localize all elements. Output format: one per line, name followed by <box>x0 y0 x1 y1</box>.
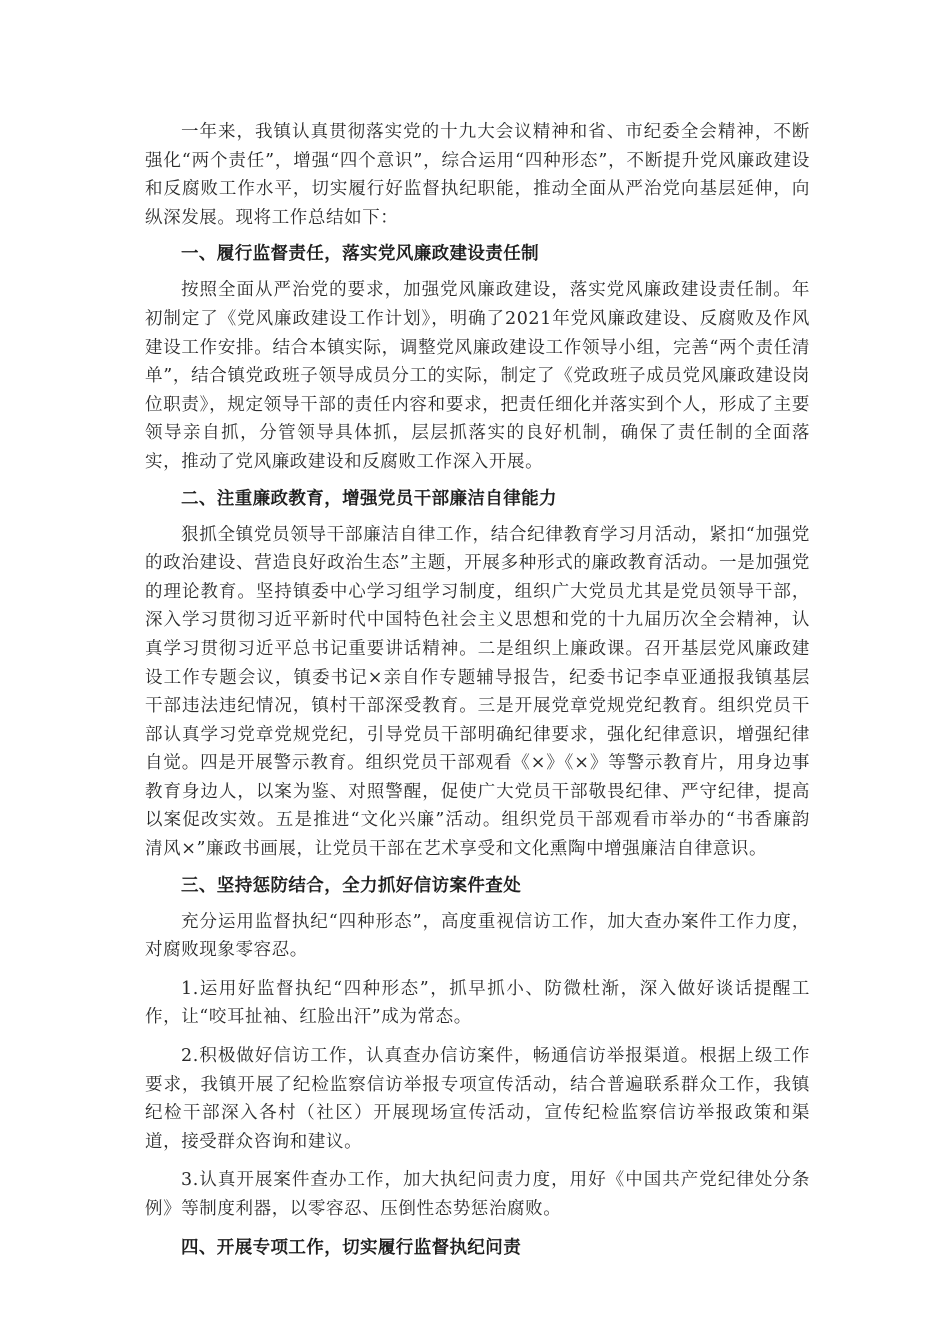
section-3-paragraph: 充分运用监督执纪“四种形态”，高度重视信访工作，加大查办案件工作力度，对腐败现象零容忍。 <box>145 911 810 961</box>
section-1-paragraph: 按照全面从严治党的要求，加强党风廉政建设，落实党风廉政建设责任制。年初制定了《党风廉政建设工作计划》，明确了2021年党风廉政建设、反腐败及作风建设工作安排。结合本镇实际，调整党风廉政建设工作领导小组，完善“两个责任清单”，结合镇党政班子领导成员分工的实际，制定了《党政班子成员党风廉政建设岗位职责》，规定领导干部的责任内容和要求，把责任细化并落实到个人，形成了主要领导亲自抓，分管领导具体抓，层层抓落实的良好机制，确保了责任制的全面落实，推动了党风廉政建设和反腐败工作深入开展。 <box>145 280 810 472</box>
section-3-heading: 三、坚持惩防结合，全力抓好信访案件查处 <box>181 875 522 896</box>
section-1-heading: 一、履行监督责任，落实党风廉政建设责任制 <box>181 244 539 265</box>
section-3-item-1: 1.运用好监督执纪“四种形态”，抓早抓小、防微杜渐，深入做好谈话提醒工作，让“咬耳扯袖、红脸出汗”成为常态。 <box>145 978 810 1028</box>
section-2-heading: 二、注重廉政教育，增强党员干部廉洁自律能力 <box>181 488 557 509</box>
section-3-item-3: 3.认真开展案件查办工作，加大执纪问责力度，用好《中国共产党纪律处分条例》等制度利器，以零容忍、压倒性态势惩治腐败。 <box>145 1170 810 1219</box>
section-3-item-2: 2.积极做好信访工作，认真查办信访案件，畅通信访举报渠道。根据上级工作要求，我镇开展了纪检监察信访举报专项宣传活动，结合普遍联系群众工作，我镇纪检干部深入各村（社区）开展现场宣传活动，宣传纪检监察信访举报政策和渠道，接受群众咨询和建议。 <box>145 1046 810 1152</box>
section-2-paragraph: 狠抓全镇党员领导干部廉洁自律工作，结合纪律教育学习月活动，紧扣“加强党的政治建设、营造良好政治生态”主题，开展多种形式的廉政教育活动。一是加强党的理论教育。坚持镇委中心学习组学习制度，组织广大党员尤其是党员领导干部，深入学习贯彻习近平新时代中国特色社会主义思想和党的十九届历次全会精神，认真学习贯彻习近平总书记重要讲话精神。二是组织上廉政课。召开基层党风廉政建设工作专题会议，镇委书记×亲自作专题辅导报告，纪委书记李卓亚通报我镇基层干部违法违纪情况，镇村干部深受教育。三是开展党章党规党纪教育。组织党员干部认真学习党章党规党纪，引导党员干部明确纪律要求，强化纪律意识，增强纪律自觉。四是开展警示教育。组织党员干部观看《×》《×》等警示教育片，用身边事教育身边人，以案为鉴、对照警醒，促使广大党员干部敬畏纪律、严守纪律，提高以案促改实效。五是推进“文化兴廉”活动。组织党员干部观看市举办的“书香廉韵 清风×”廉政书画展，让党员干部在艺术享受和文化熏陶中增强廉洁自律意识。 <box>145 524 810 860</box>
document-page <box>145 118 810 1270</box>
intro-paragraph: 一年来，我镇认真贯彻落实党的十九大会议精神和省、市纪委全会精神，不断强化“两个责任”，增强“四个意识”，综合运用“四种形态”，不断提升党风廉政建设和反腐败工作水平，切实履行好监督执纪职能，推动全面从严治党向基层延伸，向纵深发展。现将工作总结如下： <box>145 122 810 228</box>
section-4-heading: 四、开展专项工作，切实履行监督执纪问责 <box>181 1237 522 1258</box>
